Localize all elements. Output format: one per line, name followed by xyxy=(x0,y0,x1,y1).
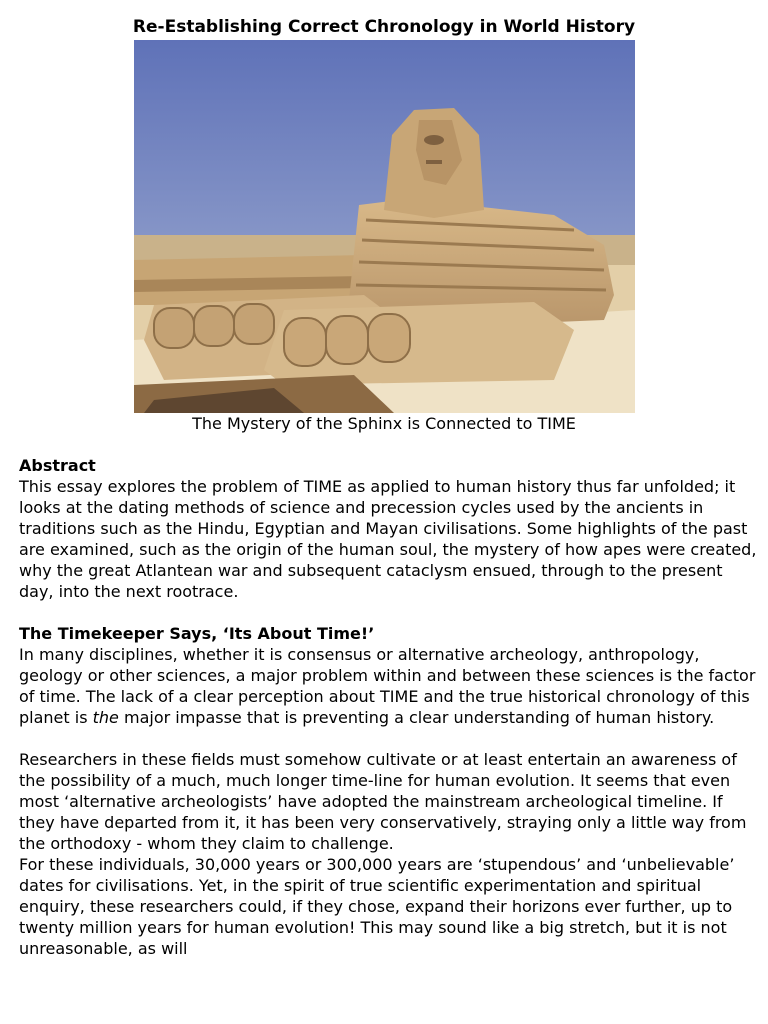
section-paragraph-3: For these individuals, 30,000 years or 300,000 years are ‘stupendous’ and ‘unbelievable’ dates for civilisations. Yet, in the spirit of true scientific experimentation and spiritual enquiry, these researchers could, if they chose, expand their horizons ever further, up to twenty million years for human evolution! This may sound like a big stretch, but it is not unreasonable, as will xyxy=(19,855,735,958)
section-heading: The Timekeeper Says, ‘Its About Time!’ xyxy=(19,624,375,643)
section-paragraph-2: Researchers in these fields must somehow cultivate or at least entertain an awareness of the possibility of a much, much longer time-line for human evolution. It seems that even most ‘alternative archeologists’ have adopted the mainstream archeological timeline. If they have departed from it, it has been very conservatively, straying only a little way from the orthodoxy - whom they claim to challenge. xyxy=(19,750,747,853)
abstract-heading: Abstract xyxy=(19,456,96,475)
paragraph-text: major impasse that is preventing a clear understanding of human history. xyxy=(118,708,715,727)
article-body xyxy=(19,455,759,959)
sphinx-photo xyxy=(134,40,635,413)
document-title: Re-Establishing Correct Chronology in World History xyxy=(132,17,636,37)
emphasis-text: the xyxy=(92,708,119,727)
section-paragraph-1 xyxy=(19,644,759,728)
figure-caption: The Mystery of the Sphinx is Connected to TIME xyxy=(192,414,576,433)
paragraph-text: In many disciplines, whether it is consensus or alternative archeology, anthropology, geology or other sciences, a major problem within and between these sciences is the factor of time. The lack of a clear perception about TIME and the true historical chronology of this planet is xyxy=(19,645,756,727)
abstract-paragraph: This essay explores the problem of TIME as applied to human history thus far unfolded; it looks at the dating methods of science and precession cycles used by the ancients in traditions such as the Hindu, Egyptian and Mayan civilisations. Some highlights of the past are examined, such as the origin of the human soul, the mystery of how apes were created, why the great Atlantean war and subsequent cataclysm ensued, through to the present day, into the next rootrace. xyxy=(19,477,757,601)
